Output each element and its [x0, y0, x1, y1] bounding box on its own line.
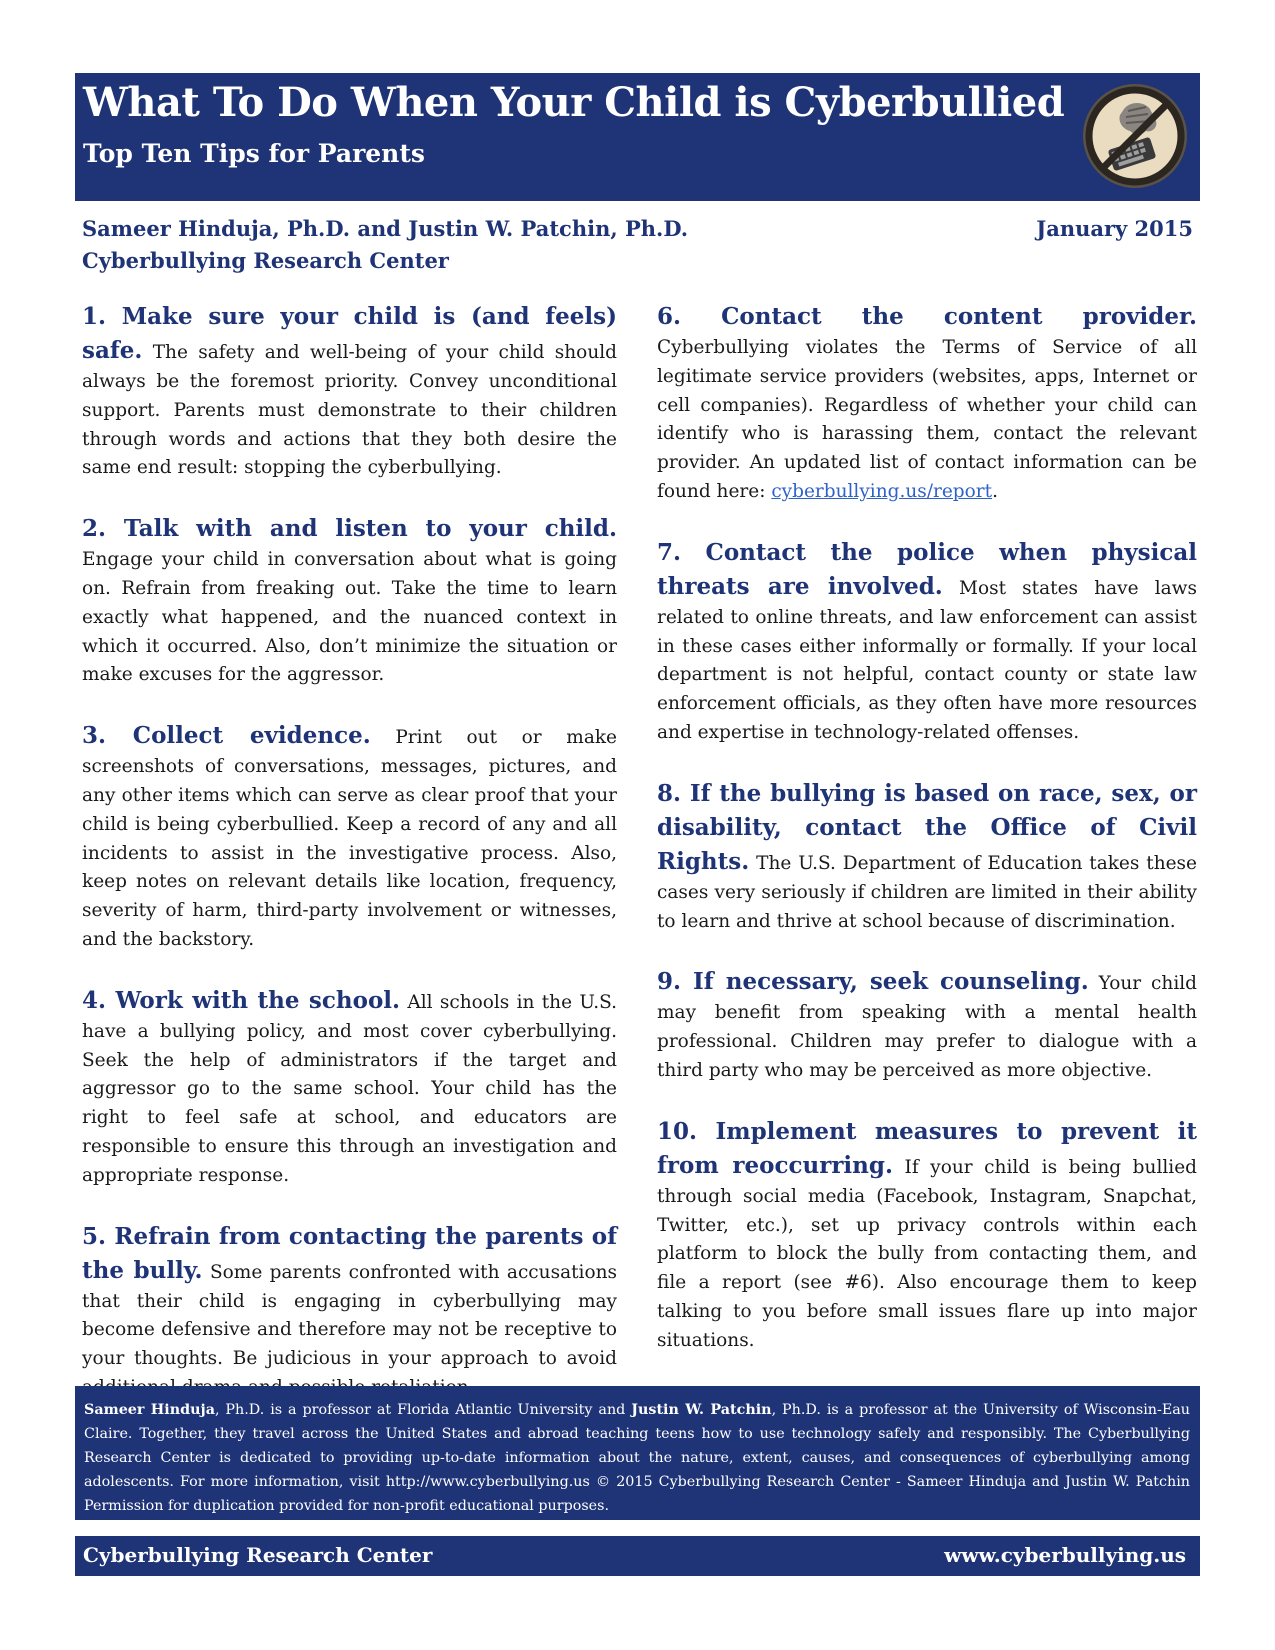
- tips-column-right: [657, 300, 1197, 1385]
- tip-body: The U.S. Department of Education takes these cases very seriously if children are limited in their ability to learn and thrive at school because of discrimination.: [657, 852, 1197, 932]
- tip-body: The safety and well-being of your child should always be the foremost priority. Convey unconditional support. Parents must demonstrate to their children through words and actions that they both desire the same end result: stopping the cyberbullying.: [82, 342, 617, 479]
- tip-heading: 7. Contact the police when physical threats are involved.: [657, 538, 1197, 600]
- tip-item: [657, 1115, 1197, 1356]
- tip-heading: 3. Collect evidence.: [82, 722, 371, 750]
- document-title: What To Do When Your Child is Cyberbullied: [83, 79, 1065, 126]
- tip-item: [657, 965, 1197, 1085]
- tip-body-tail: .: [992, 480, 998, 502]
- bio-name-patchin: Justin W. Patchin: [631, 1402, 772, 1418]
- tip-heading: 9. If necessary, seek counseling.: [657, 968, 1089, 996]
- organization-name: Cyberbullying Research Center: [82, 248, 449, 273]
- tip-body: Your child may benefit from speaking with a mental health professional. Children may prefer to dialogue with a third party who may be perceived as more objective.: [657, 973, 1197, 1081]
- author-bio-box: [75, 1386, 1200, 1520]
- bio-name-hinduja: Sameer Hinduja: [84, 1402, 215, 1418]
- tip-heading: 2. Talk with and listen to your child.: [82, 515, 617, 543]
- tip-item: [82, 512, 617, 690]
- bio-text-2: , Ph.D. is a professor at the University of Wisconsin-Eau Claire. Together, they travel across the United States and abroad teaching teens how to use technology safely and responsibly. The Cyberbullying Research Center is dedicated to providing up-to-date information about the nature, extent, causes, and consequences of cyberbullying among adolescents. For more information, visit http://www.cyberbullying.us © 2015 Cyberbullying Research Center - Sameer Hinduja and Justin W. Patchin Permission for duplication provided for non-profit educational purposes.: [84, 1402, 1190, 1514]
- author-block: [82, 213, 1197, 277]
- tip-heading: 5. Refrain from contacting the parents of the bully.: [82, 1222, 617, 1284]
- tip-body: All schools in the U.S. have a bullying policy, and most cover cyberbullying. Seek the help of administrators if the target and aggressor go to the same school. Your child has the right to feel safe at school, and educators are responsible to ensure this through an investigation and appropriate response.: [82, 991, 617, 1186]
- tip-heading: 6. Contact the content provider.: [657, 303, 1197, 330]
- tip-body: Print out or make screenshots of conversations, messages, pictures, and any other items which can serve as clear proof that your child is being cyberbullied. Keep a record of any and all incidents to assist in the investigative process. Also, keep notes on relevant details like location, frequency, severity of harm, third-party involvement or witnesses, and the backstory.: [82, 727, 618, 950]
- tip-heading: 8. If the bullying is based on race, sex, or disability, contact the Office of Civil Rights.: [657, 779, 1197, 875]
- tip-body: Some parents confronted with accusations that their child is engaging in cyberbullying may become defensive and therefore may not be receptive to your thoughts. Be judicious in your approach to avoid: [82, 1261, 617, 1370]
- tip-item: [82, 984, 617, 1191]
- tip-item: [657, 536, 1197, 748]
- publication-date: January 2015: [1036, 216, 1193, 241]
- no-cyberbullying-fist-keyboard-icon: [1080, 81, 1190, 191]
- tip-heading: 10. Implement measures to prevent it from reoccurring.: [657, 1117, 1197, 1179]
- header-banner: [75, 73, 1200, 201]
- tip-item: [82, 300, 617, 483]
- report-link[interactable]: cyberbullying.us/report: [771, 480, 993, 502]
- footer-bar: [75, 1536, 1200, 1576]
- tips-column-left: [82, 300, 617, 1432]
- tip-body: If your child is being bullied through social media (Facebook, Instagram, Snapchat, Twitter, etc.), set up privacy controls within each platform to block the bully from contacting them, and file a report (see #6). Also encourage them to keep talking to you before small issues flare up into major situations.: [657, 1156, 1197, 1351]
- tip-item: [657, 777, 1197, 937]
- tip-body: Most states have laws related to online threats, and law enforcement can assist in these cases either informally or formally. If your local department is not helpful, contact county or state law enforcement officials, as they often have more resources and expertise in technology-related offenses.: [657, 577, 1197, 743]
- tip-body: Engage your child in conversation about what is going on. Refrain from freaking out. Take the time to learn exactly what happened, and the nuanced context in which it occurred. Also, don’t minimize the situation or make excuses for the aggressor.: [82, 549, 617, 686]
- author-names: Sameer Hinduja, Ph.D. and Justin W. Patchin, Ph.D.: [82, 216, 689, 241]
- tip-heading: 4. Work with the school.: [82, 986, 401, 1014]
- bio-text-1: , Ph.D. is a professor at Florida Atlantic University and: [214, 1402, 632, 1418]
- document-subtitle: Top Ten Tips for Parents: [83, 139, 425, 168]
- footer-website: www.cyberbullying.us: [944, 1543, 1186, 1567]
- tip-item: [657, 300, 1197, 507]
- tip-item: [82, 1220, 617, 1403]
- footer-org-name: Cyberbullying Research Center: [83, 1543, 433, 1567]
- tip-heading: 1. Make sure your child is (and feels) safe.: [82, 303, 617, 364]
- tip-item: [82, 719, 617, 955]
- tip-body: Cyberbullying violates the Terms of Service of all legitimate service providers (websites, apps, Internet or cell companies). Regardless of whether your child can identify who is harassing them, contact the relevant provider. An updated list of contact information can be found here:: [657, 337, 1197, 502]
